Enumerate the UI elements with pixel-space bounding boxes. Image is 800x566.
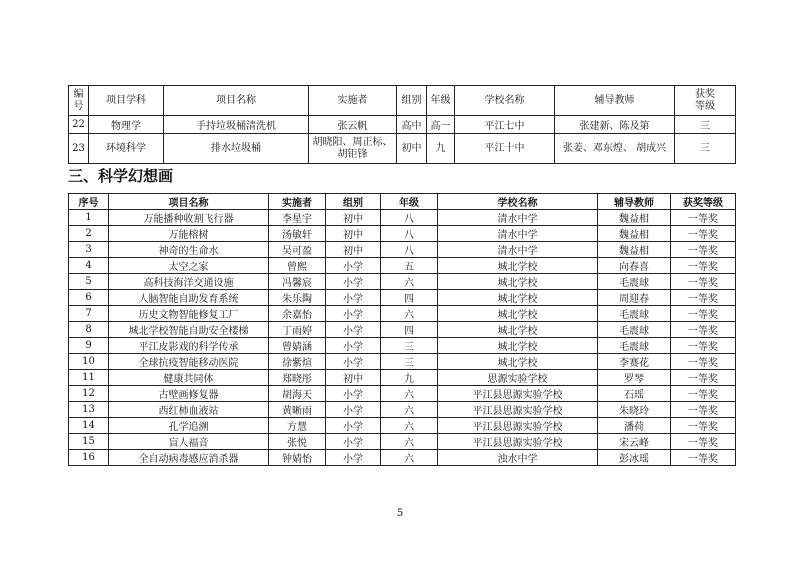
table-cell: 小学 xyxy=(326,354,381,370)
table-cell: 八 xyxy=(381,226,438,242)
table-cell: 四 xyxy=(381,322,438,338)
table-cell: 城北学校 xyxy=(438,322,598,338)
table-cell: 小学 xyxy=(326,306,381,322)
table-cell: 张云帆 xyxy=(309,116,397,134)
table-row xyxy=(69,370,736,386)
table-cell: 2 xyxy=(69,226,109,242)
table-cell: 高科技海洋交通设施 xyxy=(109,274,269,290)
table-cell: 清水中学 xyxy=(438,242,598,258)
header-cell: 辅导教师 xyxy=(555,86,675,116)
header-cell: 项目学科 xyxy=(89,86,164,116)
table-cell: 罗琴 xyxy=(598,370,671,386)
table-header-row xyxy=(69,194,736,210)
table-cell: 一等奖 xyxy=(671,434,736,450)
table-cell: 一等奖 xyxy=(671,418,736,434)
table-cell: 丁雨婷 xyxy=(269,322,326,338)
table-cell: 曾婧涵 xyxy=(269,338,326,354)
table-row xyxy=(69,418,736,434)
table-cell: 初中 xyxy=(326,226,381,242)
table-row xyxy=(69,116,736,134)
table-cell: 一等奖 xyxy=(671,386,736,402)
table-cell: 魏益相 xyxy=(598,226,671,242)
table-cell: 毛震球 xyxy=(598,306,671,322)
table-cell: 一等奖 xyxy=(671,306,736,322)
table-cell: 一等奖 xyxy=(671,210,736,226)
header-cell: 年级 xyxy=(381,194,438,210)
table-cell: 排水垃圾桶 xyxy=(164,134,309,164)
table-cell: 六 xyxy=(381,450,438,466)
table-cell: 三 xyxy=(381,338,438,354)
table-cell: 六 xyxy=(381,434,438,450)
header-cell: 学校名称 xyxy=(438,194,598,210)
table-row xyxy=(69,290,736,306)
table-cell: 环境科学 xyxy=(89,134,164,164)
table-cell: 徐紫煊 xyxy=(269,354,326,370)
table-cell: 小学 xyxy=(326,322,381,338)
table-cell: 宋云峰 xyxy=(598,434,671,450)
table-row xyxy=(69,258,736,274)
table-cell: 11 xyxy=(69,370,109,386)
table-cell: 物理学 xyxy=(89,116,164,134)
table-cell: 毛震球 xyxy=(598,322,671,338)
table-row xyxy=(69,434,736,450)
table-cell: 22 xyxy=(69,116,89,134)
table-cell: 六 xyxy=(381,386,438,402)
table-cell: 15 xyxy=(69,434,109,450)
table-cell: 魏益相 xyxy=(598,242,671,258)
science-fantasy-painting-table xyxy=(68,193,736,466)
table-cell: 平江十中 xyxy=(455,134,555,164)
table-cell: 吴可盈 xyxy=(269,242,326,258)
table-cell: 九 xyxy=(381,370,438,386)
table-cell: 四 xyxy=(381,290,438,306)
header-cell: 项目名称 xyxy=(109,194,269,210)
table-row xyxy=(69,322,736,338)
table-cell: 张姜、邓东煌、 胡成兴 xyxy=(555,134,675,164)
table-row xyxy=(69,242,736,258)
table-body xyxy=(69,210,736,466)
table-cell: 张建新、陈及第 xyxy=(555,116,675,134)
table-cell: 4 xyxy=(69,258,109,274)
header-cell: 获奖等级 xyxy=(675,86,736,116)
table-cell: 毛震球 xyxy=(598,274,671,290)
table-cell: 平江七中 xyxy=(455,116,555,134)
header-cell: 年级 xyxy=(427,86,455,116)
table-cell: 7 xyxy=(69,306,109,322)
table-cell: 李星宇 xyxy=(269,210,326,226)
table-cell: 一等奖 xyxy=(671,338,736,354)
table-row xyxy=(69,306,736,322)
table-cell: 初中 xyxy=(326,242,381,258)
table-cell: 一等奖 xyxy=(671,226,736,242)
table-cell: 浊水中学 xyxy=(438,450,598,466)
table-cell: 城北学校 xyxy=(438,354,598,370)
table-cell: 历史文物智能修复工厂 xyxy=(109,306,269,322)
table-cell: 小学 xyxy=(326,418,381,434)
table-row xyxy=(69,134,736,164)
table-cell: 盲人福音 xyxy=(109,434,269,450)
page-number: 5 xyxy=(396,508,404,519)
table-cell: 向春喜 xyxy=(598,258,671,274)
header-cell: 实施者 xyxy=(309,86,397,116)
table-cell: 高中 xyxy=(397,116,427,134)
table-cell: 初中 xyxy=(397,134,427,164)
table-cell: 万能播种收割飞行器 xyxy=(109,210,269,226)
header-cell: 学校名称 xyxy=(455,86,555,116)
table-cell: 魏益相 xyxy=(598,210,671,226)
table-cell: 城北学校 xyxy=(438,274,598,290)
table-cell: 城北学校 xyxy=(438,258,598,274)
header-cell: 编号 xyxy=(69,86,89,116)
table-row xyxy=(69,354,736,370)
table-cell: 平江县思源实验学校 xyxy=(438,434,598,450)
table-cell: 一等奖 xyxy=(671,290,736,306)
table-row xyxy=(69,386,736,402)
table-row xyxy=(69,226,736,242)
table-cell: 一等奖 xyxy=(671,450,736,466)
table-cell: 黄晰雨 xyxy=(269,402,326,418)
table-cell: 冯馨宸 xyxy=(269,274,326,290)
table-cell: 城北学校 xyxy=(438,338,598,354)
table-cell: 3 xyxy=(69,242,109,258)
table-header-row xyxy=(69,86,736,116)
table-cell: 太空之家 xyxy=(109,258,269,274)
table-cell: 曾熙 xyxy=(269,258,326,274)
table-cell: 清水中学 xyxy=(438,226,598,242)
table-cell: 初中 xyxy=(326,210,381,226)
table-row xyxy=(69,402,736,418)
table-cell: 城北学校智能自助安全楼梯 xyxy=(109,322,269,338)
table-cell: 一等奖 xyxy=(671,370,736,386)
table-cell: 初中 xyxy=(326,370,381,386)
table-cell: 余嘉怡 xyxy=(269,306,326,322)
table-cell: 平江县思源实验学校 xyxy=(438,402,598,418)
table-row xyxy=(69,338,736,354)
table-cell: 三 xyxy=(675,116,736,134)
table-cell: 石瑶 xyxy=(598,386,671,402)
table-cell: 汤敏轩 xyxy=(269,226,326,242)
table-cell: 一等奖 xyxy=(671,322,736,338)
table-cell: 清水中学 xyxy=(438,210,598,226)
table-cell: 八 xyxy=(381,242,438,258)
table-cell: 西红柿血液站 xyxy=(109,402,269,418)
table-cell: 12 xyxy=(69,386,109,402)
table-cell: 人脑智能自助发育系统 xyxy=(109,290,269,306)
table-cell: 李赛花 xyxy=(598,354,671,370)
table-cell: 方慧 xyxy=(269,418,326,434)
table-cell: 小学 xyxy=(326,434,381,450)
table-cell: 16 xyxy=(69,450,109,466)
table-cell: 六 xyxy=(381,418,438,434)
header-cell: 项目名称 xyxy=(164,86,309,116)
table-cell: 小学 xyxy=(326,258,381,274)
table-cell: 八 xyxy=(381,210,438,226)
table-row xyxy=(69,450,736,466)
table-cell: 5 xyxy=(69,274,109,290)
table-cell: 城北学校 xyxy=(438,306,598,322)
table-cell: 13 xyxy=(69,402,109,418)
table-cell: 小学 xyxy=(326,338,381,354)
header-cell: 辅导教师 xyxy=(598,194,671,210)
section-title: 三、科学幻想画 xyxy=(68,167,174,185)
table-cell: 全球抗疫智能移动医院 xyxy=(109,354,269,370)
header-cell: 序号 xyxy=(69,194,109,210)
table-cell: 小学 xyxy=(326,290,381,306)
table-cell: 一等奖 xyxy=(671,242,736,258)
header-cell: 获奖等级 xyxy=(671,194,736,210)
table-cell: 六 xyxy=(381,306,438,322)
table-cell: 小学 xyxy=(326,386,381,402)
table-cell: 六 xyxy=(381,274,438,290)
table-cell: 潘荷 xyxy=(598,418,671,434)
table-cell: 一等奖 xyxy=(671,274,736,290)
table-cell: 手持垃圾桶清洗机 xyxy=(164,116,309,134)
table-cell: 高一 xyxy=(427,116,455,134)
table-cell: 彭冰瑶 xyxy=(598,450,671,466)
header-cell: 组别 xyxy=(397,86,427,116)
table-cell: 小学 xyxy=(326,274,381,290)
table-cell: 胡晓阳、周正标、胡钜锋 xyxy=(309,134,397,164)
table-cell: 郑晓彤 xyxy=(269,370,326,386)
table-row xyxy=(69,210,736,226)
table-cell: 胡海天 xyxy=(269,386,326,402)
table-cell: 一等奖 xyxy=(671,402,736,418)
table-cell: 健康共同体 xyxy=(109,370,269,386)
table-cell: 三 xyxy=(381,354,438,370)
table-cell: 平江县思源实验学校 xyxy=(438,418,598,434)
table-cell: 小学 xyxy=(326,450,381,466)
table-cell: 孔学追溯 xyxy=(109,418,269,434)
table-cell: 9 xyxy=(69,338,109,354)
table-cell: 平江县思源实验学校 xyxy=(438,386,598,402)
table-cell: 10 xyxy=(69,354,109,370)
table-cell: 三 xyxy=(675,134,736,164)
table-cell: 神奇的生命水 xyxy=(109,242,269,258)
awards-table-continued xyxy=(68,85,736,164)
table-row xyxy=(69,274,736,290)
table-cell: 一等奖 xyxy=(671,258,736,274)
table-cell: 1 xyxy=(69,210,109,226)
table-cell: 钟婧怡 xyxy=(269,450,326,466)
table-cell: 城北学校 xyxy=(438,290,598,306)
table-cell: 五 xyxy=(381,258,438,274)
table-cell: 毛震球 xyxy=(598,338,671,354)
table-cell: 朱晓玲 xyxy=(598,402,671,418)
table-cell: 6 xyxy=(69,290,109,306)
header-cell: 实施者 xyxy=(269,194,326,210)
table-cell: 小学 xyxy=(326,402,381,418)
table-cell: 8 xyxy=(69,322,109,338)
header-cell: 组别 xyxy=(326,194,381,210)
table-cell: 朱乐陶 xyxy=(269,290,326,306)
table-cell: 九 xyxy=(427,134,455,164)
table-cell: 全自动病毒感应消杀器 xyxy=(109,450,269,466)
table-cell: 14 xyxy=(69,418,109,434)
table-cell: 万能榕树 xyxy=(109,226,269,242)
table-cell: 思源实验学校 xyxy=(438,370,598,386)
table-cell: 23 xyxy=(69,134,89,164)
table-cell: 周迎春 xyxy=(598,290,671,306)
table-cell: 一等奖 xyxy=(671,354,736,370)
table-cell: 古壁画修复器 xyxy=(109,386,269,402)
table-cell: 六 xyxy=(381,402,438,418)
table-cell: 平江皮影戏的科学传承 xyxy=(109,338,269,354)
table-cell: 张悦 xyxy=(269,434,326,450)
